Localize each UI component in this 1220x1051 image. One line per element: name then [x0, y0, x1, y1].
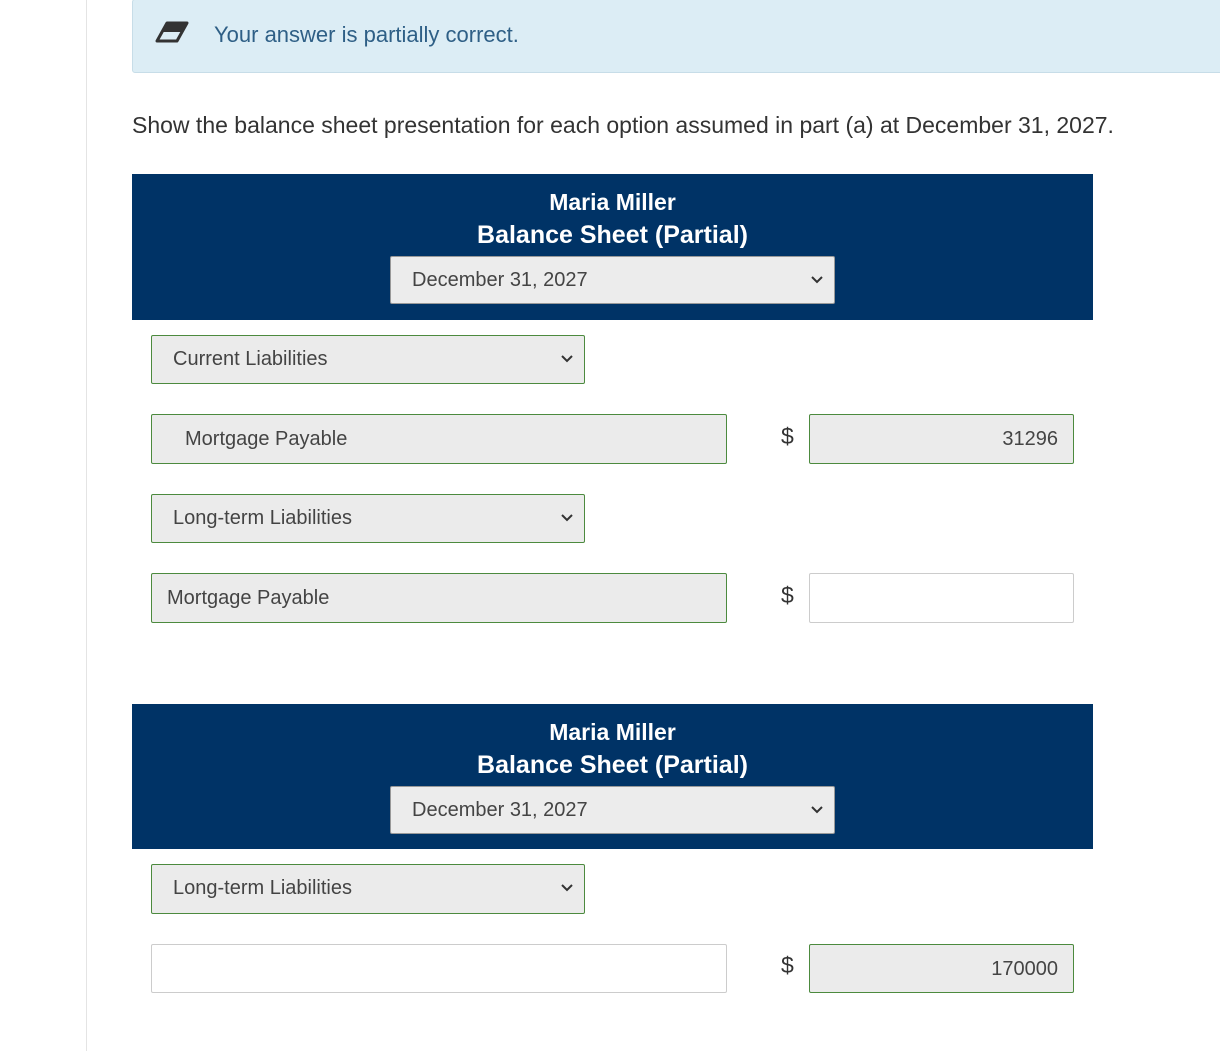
- amount-input-value: 31296: [1002, 428, 1058, 450]
- date-select-value: December 31, 2027: [412, 269, 588, 291]
- chevron-down-icon: [810, 805, 824, 815]
- section-select-value: Long-term Liabilities: [173, 877, 352, 899]
- amount-input-long-term[interactable]: [809, 573, 1074, 623]
- amount-input-long-term-2[interactable]: [809, 944, 1074, 993]
- statement-title: Balance Sheet (Partial): [477, 221, 748, 249]
- date-select[interactable]: [390, 256, 835, 304]
- feedback-message: Your answer is partially correct.: [214, 22, 519, 47]
- currency-symbol: $: [781, 952, 794, 978]
- chevron-down-icon: [810, 275, 824, 285]
- account-input-mortgage-payable-long-term[interactable]: [151, 573, 727, 623]
- eraser-icon: [155, 20, 189, 46]
- left-rail: [0, 0, 87, 1051]
- account-input-value: Mortgage Payable: [167, 587, 330, 609]
- balance-sheet-header-2: [132, 704, 1093, 849]
- feedback-banner: [132, 0, 1220, 73]
- account-input-value: Mortgage Payable: [185, 428, 348, 450]
- company-name: Maria Miller: [549, 719, 676, 745]
- chevron-down-icon: [560, 513, 574, 523]
- section-select-value: Current Liabilities: [173, 348, 328, 370]
- section-select-long-term-liabilities[interactable]: [151, 494, 585, 543]
- section-select-long-term-liabilities-2[interactable]: [151, 864, 585, 914]
- date-select[interactable]: [390, 786, 835, 834]
- statement-title: Balance Sheet (Partial): [477, 751, 748, 779]
- balance-sheet-header-1: [132, 174, 1093, 320]
- section-select-current-liabilities[interactable]: [151, 335, 585, 384]
- question-instruction: Show the balance sheet presentation for each option assumed in part (a) at December 31, 2027.: [132, 112, 1114, 138]
- company-name: Maria Miller: [549, 189, 676, 215]
- date-select-value: December 31, 2027: [412, 799, 588, 821]
- chevron-down-icon: [560, 354, 574, 364]
- section-select-value: Long-term Liabilities: [173, 507, 352, 529]
- chevron-down-icon: [560, 883, 574, 893]
- currency-symbol: $: [781, 423, 794, 449]
- amount-input-current[interactable]: [809, 414, 1074, 464]
- amount-input-value: 170000: [991, 958, 1058, 980]
- account-input-mortgage-payable-current[interactable]: [151, 414, 727, 464]
- currency-symbol: $: [781, 582, 794, 608]
- account-input-empty[interactable]: [151, 944, 727, 993]
